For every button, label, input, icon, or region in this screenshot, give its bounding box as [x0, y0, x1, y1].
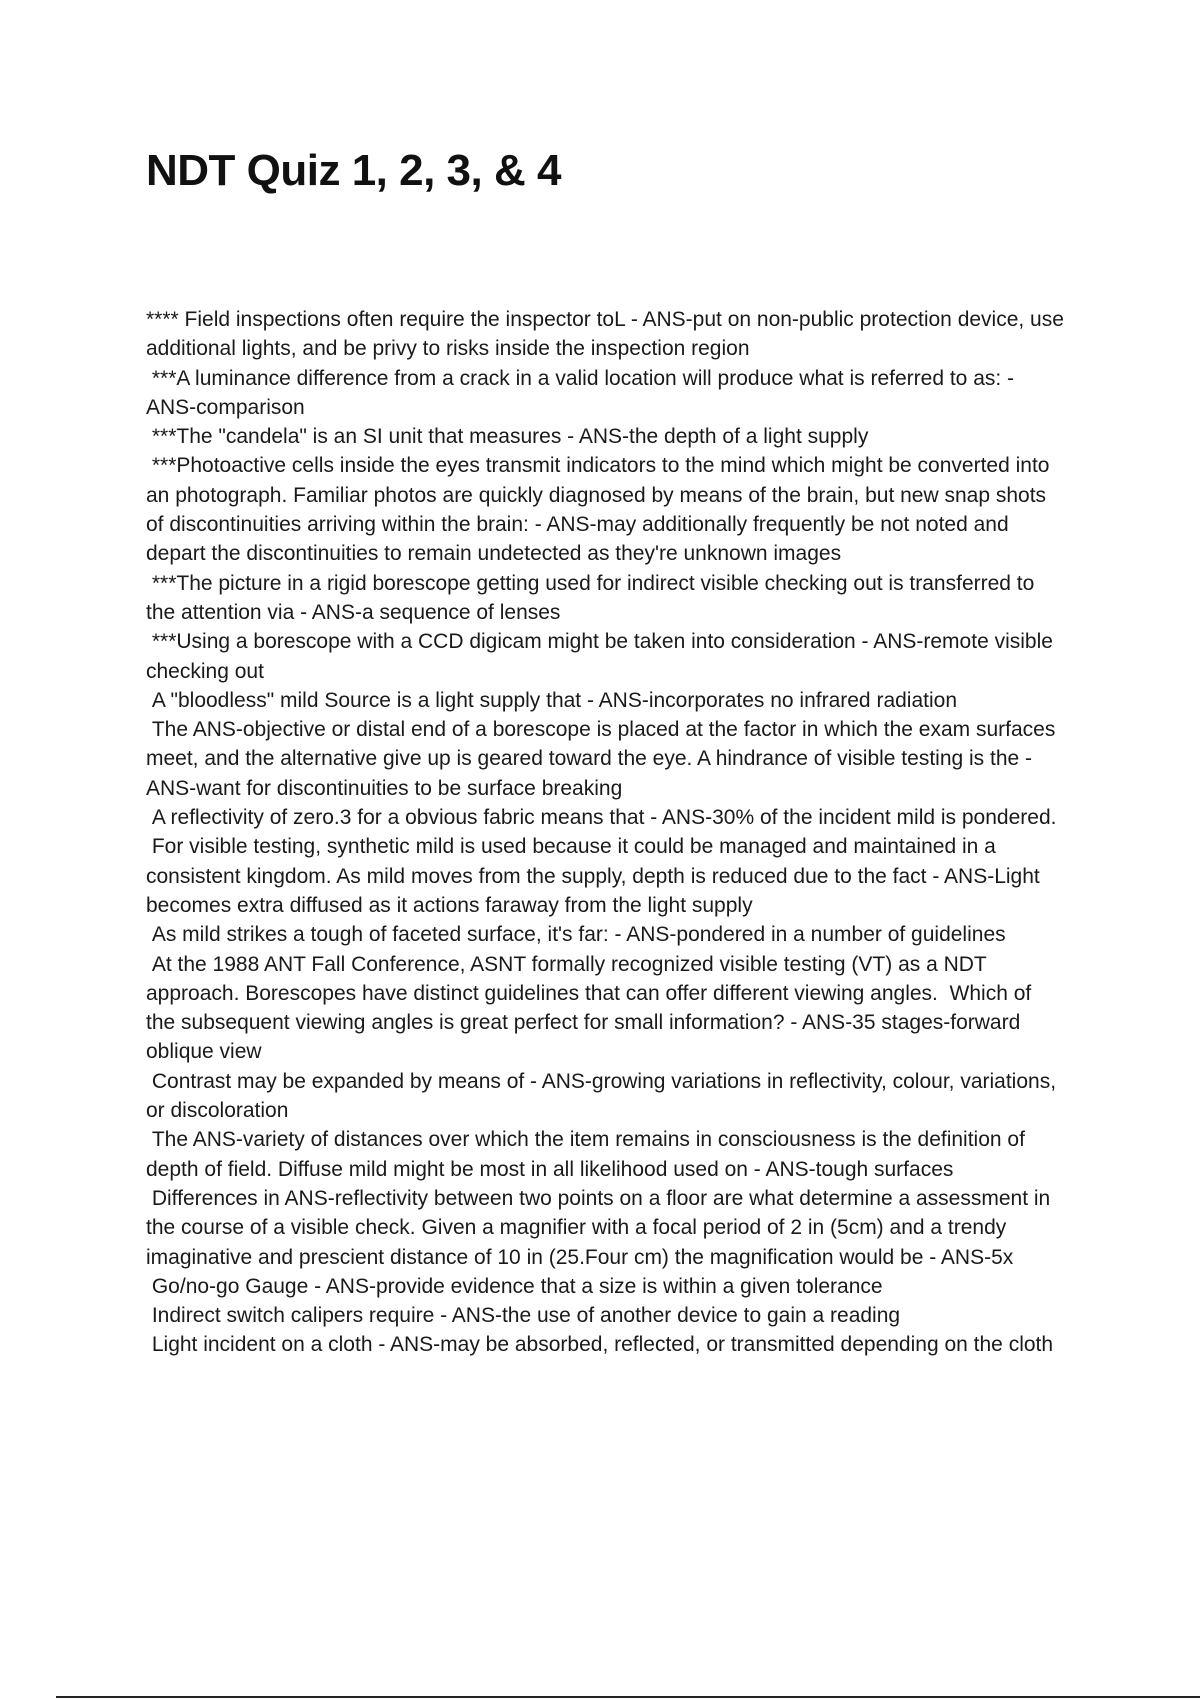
qa-item: A "bloodless" mild Source is a light supply that - ANS-incorporates no infrared radiation	[146, 688, 958, 712]
qa-item: ***Photoactive cells inside the eyes transmit indicators to the mind which might be converted into an photograph. Familiar photos are quickly diagnosed by means of the brain, but new snap shots of discontinuities arriving within the brain: - ANS-may additionally frequently be not noted and depart the discontinuities to remain undetected as they're unknown images	[146, 454, 1056, 566]
qa-item: Light incident on a cloth - ANS-may be absorbed, reflected, or transmitted depending on the cloth	[146, 1333, 1054, 1357]
qa-item: ***The "candela" is an SI unit that measures - ANS-the depth of a light supply	[146, 425, 869, 449]
qa-item: At the 1988 ANT Fall Conference, ASNT formally recognized visible testing (VT) as a NDT approach. Borescopes have distinct guidelines that can offer different viewing angles. Which of the subsequent viewing angles is great perfect for small information? - ANS-35 stages-forward oblique view	[146, 952, 1038, 1064]
qa-item: ***Using a borescope with a CCD digicam might be taken into consideration - ANS-remote visible checking out	[146, 630, 1059, 683]
qa-item: Contrast may be expanded by means of - ANS-growing variations in reflectivity, colour, variations, or discoloration	[146, 1069, 1062, 1123]
qa-item: As mild strikes a tough of faceted surface, it's far: - ANS-pondered in a number of guidelines	[146, 923, 1006, 947]
qa-item: Differences in ANS-reflectivity between two points on a floor are what determine a assessment in the course of a visible check. Given a magnifier with a focal period of 2 in (5cm) and a trendy imaginative and prescient distance of 10 in (25.Four cm) the magnification would be - ANS-5x	[146, 1186, 1057, 1269]
qa-list	[146, 305, 1070, 1360]
qa-item: Go/no-go Gauge - ANS-provide evidence that a size is within a given tolerance	[146, 1274, 883, 1298]
qa-item: ***A luminance difference from a crack in a valid location will produce what is referred to as: - ANS-comparison	[146, 366, 1019, 419]
qa-item: Indirect switch calipers require - ANS-the use of another device to gain a reading	[146, 1304, 901, 1328]
qa-item: For visible testing, synthetic mild is used because it could be managed and maintained in a consistent kingdom. As mild moves from the supply, depth is reduced due to the fact - ANS-Light becomes extra diffused as it actions faraway from the light supply	[146, 835, 1046, 917]
qa-item: A reflectivity of zero.3 for a obvious fabric means that - ANS-30% of the incident mild is pondered.	[146, 806, 1057, 830]
qa-item: **** Field inspections often require the inspector toL - ANS-put on non-public protection device, use additional lights, and be privy to risks inside the inspection region	[146, 308, 1070, 361]
qa-item: ***The picture in a rigid borescope getting used for indirect visible checking out is transferred to the attention via - ANS-a sequence of lenses	[146, 571, 1041, 624]
footer-divider	[56, 1696, 1200, 1698]
qa-item: The ANS-variety of distances over which the item remains in consciousness is the definition of depth of field. Diffuse mild might be most in all likelihood used on - ANS-tough surfaces	[146, 1128, 1031, 1181]
qa-item: The ANS-objective or distal end of a borescope is placed at the factor in which the exam surfaces meet, and the alternative give up is geared toward the eye. A hindrance of visible testing is the - ANS-want for discontinuities to be surface breaking	[146, 718, 1062, 800]
document-title: NDT Quiz 1, 2, 3, & 4	[146, 146, 561, 195]
